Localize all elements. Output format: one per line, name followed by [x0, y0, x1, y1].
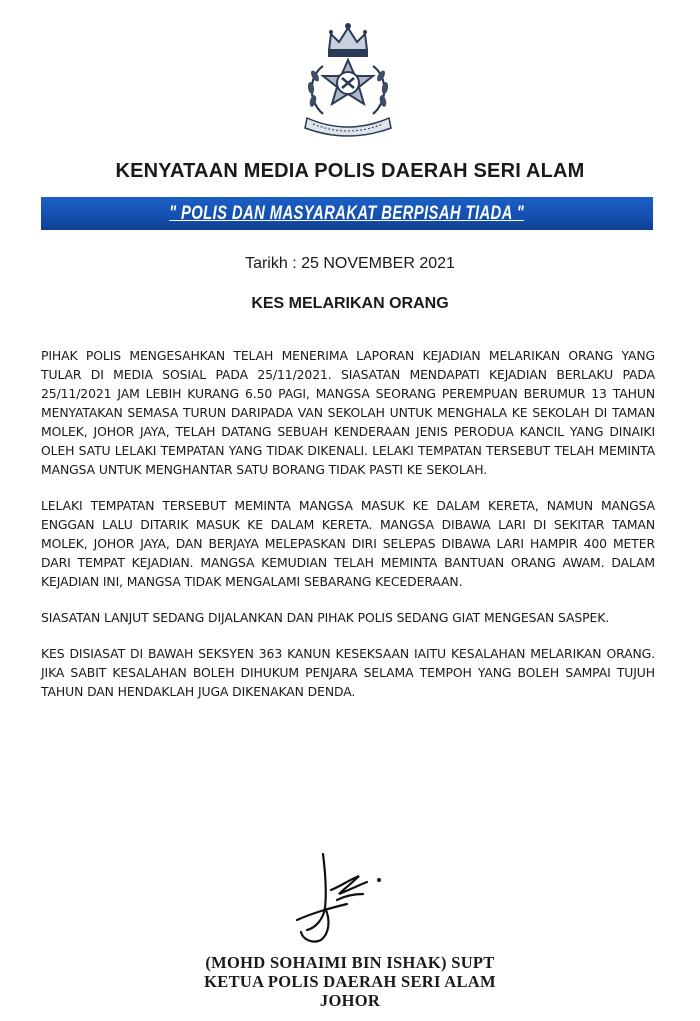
paragraph: SIASATAN LANJUT SEDANG DIJALANKAN DAN PIHAK POLIS SEDANG GIAT MENGESAN SASPEK. — [41, 610, 610, 625]
signatory-state: JOHOR — [319, 991, 381, 1010]
motto-banner — [41, 197, 653, 230]
signatory-name: (MOHD SOHAIMI BIN ISHAK) SUPT — [205, 953, 495, 972]
case-subject: KES MELARIKAN ORANG — [251, 295, 449, 312]
statement-date: Tarikh : 25 NOVEMBER 2021 — [245, 255, 455, 272]
signoff-block — [0, 953, 700, 1010]
paragraph: PIHAK POLIS MENGESAHKAN TELAH MENERIMA LAPORAN KEJADIAN MELARIKAN ORANG YANG TULAR DI MEDIA SOSIAL PADA 25/11/2021. SIASATAN MENDAPATI KEJADIAN BERLAKU PADA 25/11/2021 JAM LEBIH KURANG 6.50 PAGI, MANGSA SEORANG PEREMPUAN BERUMUR 13 TAHUN MENYATAKAN SEMASA TURUN DARIPADA VAN SEKOLAH UNTUK MENGHALA KE SEKOLAH DI TAMAN MOLEK, JOHOR JAYA, TELAH DATANG SEBUAH KENDERAAN JENIS PERODUA KANCIL YANG DINAIKI OLEH SATU LELAKI TEMPATAN YANG TIDAK DIKENALI. LELAKI TEMPATAN TERSEBUT TELAH MEMINTA MANGSA UNTUK MENGHANTAR SATU BORANG TIDAK PASTI KE SEKOLAH. — [41, 348, 655, 477]
statement-body — [41, 346, 655, 718]
motto-text: " POLIS DAN MASYARAKAT BERPISAH TIADA " — [169, 202, 525, 224]
handwritten-signature-icon — [285, 850, 395, 945]
statement-heading: KENYATAAN MEDIA POLIS DAERAH SERI ALAM — [115, 160, 585, 182]
signatory-title: KETUA POLIS DAERAH SERI ALAM — [204, 972, 496, 991]
paragraph: KES DISIASAT DI BAWAH SEKSYEN 363 KANUN KESEKSAAN IAITU KESALAHAN MELARIKAN ORANG. JIKA SABIT KESALAHAN BOLEH DIHUKUM PENJARA SELAMA TEMPOH YANG BOLEH SAMPAI TUJUH TAHUN DAN HENDAKLAH JUGA DIKENAKAN DENDA. — [41, 646, 655, 699]
paragraph: LELAKI TEMPATAN TERSEBUT MEMINTA MANGSA MASUK KE DALAM KERETA, NAMUN MANGSA ENGGAN LALU DITARIK MASUK KE DALAM KERETA. MANGSA DIBAWA LARI DI SEKITAR TAMAN MOLEK, JOHOR JAYA, DAN BERJAYA MELEPASKAN DIRI SELEPAS DIBAWA LARI HAMPIR 400 METER DARI TEMPAT KEJADIAN. MANGSA KEMUDIAN TELAH MEMINTA BANTUAN ORANG AWAM. DALAM KEJADIAN INI, MANGSA TIDAK MENGALAMI SEBARANG KECEDERAAN. — [41, 498, 655, 589]
police-crest-icon — [293, 18, 403, 140]
